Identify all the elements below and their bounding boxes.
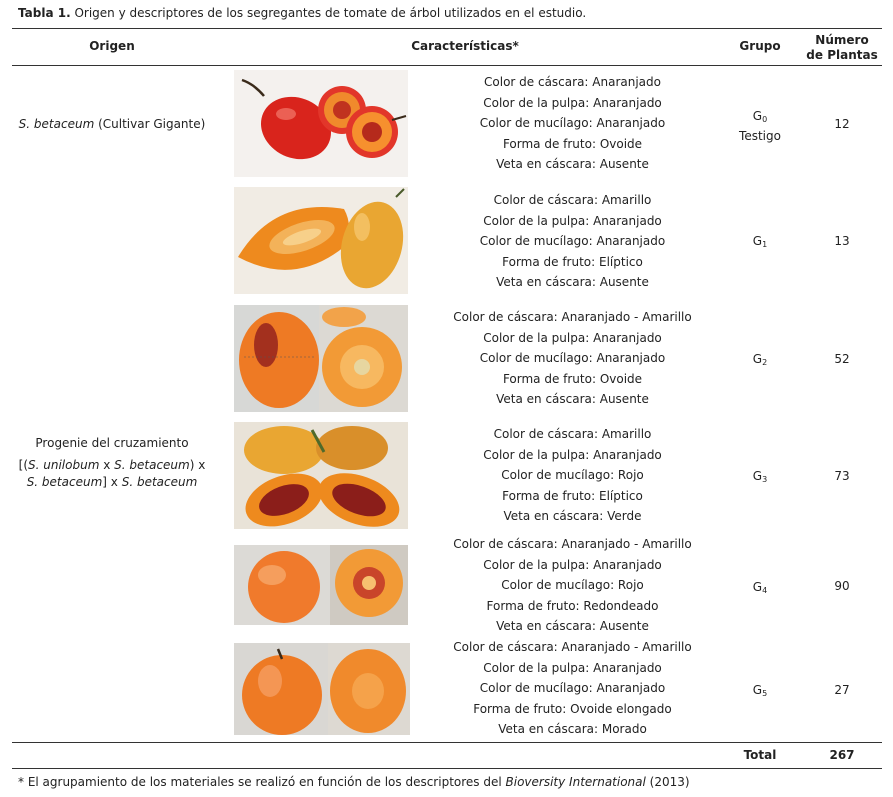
header-numero-line1: Número	[815, 33, 869, 47]
char-line: Veta en cáscara: Ausente	[496, 157, 649, 172]
group-code	[722, 108, 798, 128]
char-line: Color de mucílago: Rojo	[501, 578, 644, 593]
footnote	[18, 775, 690, 789]
group-sub: 0	[762, 115, 768, 124]
cross-part: ) x	[189, 458, 206, 472]
char-line: Color de cáscara: Amarillo	[493, 427, 652, 441]
char-line: Color de la pulpa: Anaranjado	[483, 660, 662, 675]
top-rule	[12, 28, 882, 29]
plants-g1: 13	[834, 234, 850, 248]
origin-testigo	[12, 116, 212, 133]
char-line: Color de mucílago: Anaranjado	[479, 234, 666, 249]
photo-g4	[234, 545, 408, 625]
group-sub: 5	[762, 689, 768, 698]
char-line: Forma de fruto: Ovoide	[502, 371, 643, 386]
cross-part: x	[99, 458, 115, 472]
char-line: Veta en cáscara: Ausente	[496, 619, 649, 634]
header-rule	[12, 65, 882, 66]
char-line: Color de la pulpa: Anaranjado	[483, 213, 662, 228]
plants-g3: 73	[834, 469, 850, 483]
photo-g5	[234, 643, 410, 735]
table-row-g4-chars	[430, 534, 715, 637]
char-line: Forma de fruto: Redondeado	[486, 598, 659, 613]
group-note: Testigo	[739, 129, 781, 143]
char-line: Veta en cáscara: Morado	[498, 722, 647, 737]
bottom-rule	[12, 768, 882, 769]
cross-species: S. betaceum	[121, 475, 198, 489]
group-letter: G	[752, 469, 763, 483]
table-row-g1-chars	[430, 190, 715, 293]
char-line: Color de cáscara: Anaranjado - Amarillo	[453, 310, 692, 324]
group-sub: 3	[762, 475, 768, 484]
group-letter: G	[752, 580, 763, 594]
group-g4	[722, 579, 798, 599]
total-value: 267	[829, 748, 855, 762]
table-row-g0-chars	[430, 72, 715, 175]
plants-g4: 90	[834, 579, 850, 593]
char-line: Color de mucílago: Rojo	[501, 468, 644, 483]
group-sub: 4	[762, 586, 768, 595]
char-line: Color de la pulpa: Anaranjado	[483, 95, 662, 110]
group-sub: 2	[762, 358, 768, 367]
plants-g0: 12	[834, 117, 850, 131]
total-rule	[12, 742, 882, 743]
group-g5	[722, 682, 798, 702]
group-g3	[722, 468, 798, 488]
group-letter: G	[752, 352, 763, 366]
origin-testigo-rest: (Cultivar Gigante)	[94, 117, 206, 131]
table-row-g5-chars	[430, 637, 715, 740]
plants-g2: 52	[834, 352, 850, 366]
cross-species: S. unilobum	[28, 458, 100, 472]
char-line: Color de cáscara: Amarillo	[493, 193, 652, 207]
group-g2	[722, 351, 798, 371]
char-line: Forma de fruto: Elíptico	[502, 488, 643, 503]
caption-text: Origen y descriptores de los segregantes de tomate de árbol utilizados en el estudio.	[74, 6, 587, 20]
char-line: Color de cáscara: Anaranjado	[484, 75, 661, 89]
char-line: Veta en cáscara: Verde	[503, 509, 642, 524]
photo-g3	[234, 422, 408, 529]
cross-species: S. betaceum	[114, 458, 190, 472]
cross-species: S. betaceum	[26, 475, 103, 489]
char-line: Color de mucílago: Anaranjado	[479, 351, 666, 366]
header-numero	[800, 33, 884, 63]
photo-g2	[234, 305, 408, 412]
group-letter: G	[752, 109, 763, 123]
footnote-text: * El agrupamiento de los materiales se realizó en función de los descriptores del	[18, 775, 506, 789]
header-origen: Origen	[89, 39, 135, 53]
group-g1	[722, 233, 798, 253]
group-letter: G	[752, 683, 763, 697]
footnote-italic: Bioversity International	[505, 775, 646, 789]
char-line: Forma de fruto: Elíptico	[502, 254, 643, 269]
char-line: Color de cáscara: Anaranjado - Amarillo	[453, 640, 692, 654]
origin-testigo-species: S. betaceum	[18, 117, 95, 131]
char-line: Forma de fruto: Ovoide	[502, 136, 643, 151]
group-letter: G	[752, 234, 763, 248]
char-line: Color de mucílago: Anaranjado	[479, 116, 666, 131]
plants-g5: 27	[834, 683, 850, 697]
char-line: Veta en cáscara: Ausente	[496, 275, 649, 290]
table-row-g2-chars	[430, 307, 715, 410]
group-g0	[722, 108, 798, 144]
char-line: Veta en cáscara: Ausente	[496, 392, 649, 407]
char-line: Color de la pulpa: Anaranjado	[483, 447, 662, 462]
char-line: Color de cáscara: Anaranjado - Amarillo	[453, 537, 692, 551]
group-sub: 1	[762, 240, 768, 249]
origin-progenie	[12, 435, 212, 491]
photo-g1	[234, 187, 408, 294]
origin-progenie-title: Progenie del cruzamiento	[35, 436, 189, 450]
table-caption	[18, 6, 586, 20]
header-caracteristicas: Características*	[411, 39, 519, 53]
char-line: Color de la pulpa: Anaranjado	[483, 330, 662, 345]
origin-progenie-cross	[12, 457, 212, 491]
header-numero-line2: de Plantas	[806, 48, 878, 62]
char-line: Color de la pulpa: Anaranjado	[483, 557, 662, 572]
cross-part: ] x	[102, 475, 122, 489]
table-row-g3-chars	[430, 424, 715, 527]
cross-part: [(	[18, 458, 29, 472]
char-line: Forma de fruto: Ovoide elongado	[473, 701, 672, 716]
header-grupo: Grupo	[739, 39, 781, 53]
char-line: Color de mucílago: Anaranjado	[479, 681, 666, 696]
footnote-text-end: (2013)	[645, 775, 690, 789]
caption-label: Tabla 1.	[18, 6, 71, 20]
photo-g0	[234, 70, 408, 177]
total-label: Total	[743, 748, 777, 762]
